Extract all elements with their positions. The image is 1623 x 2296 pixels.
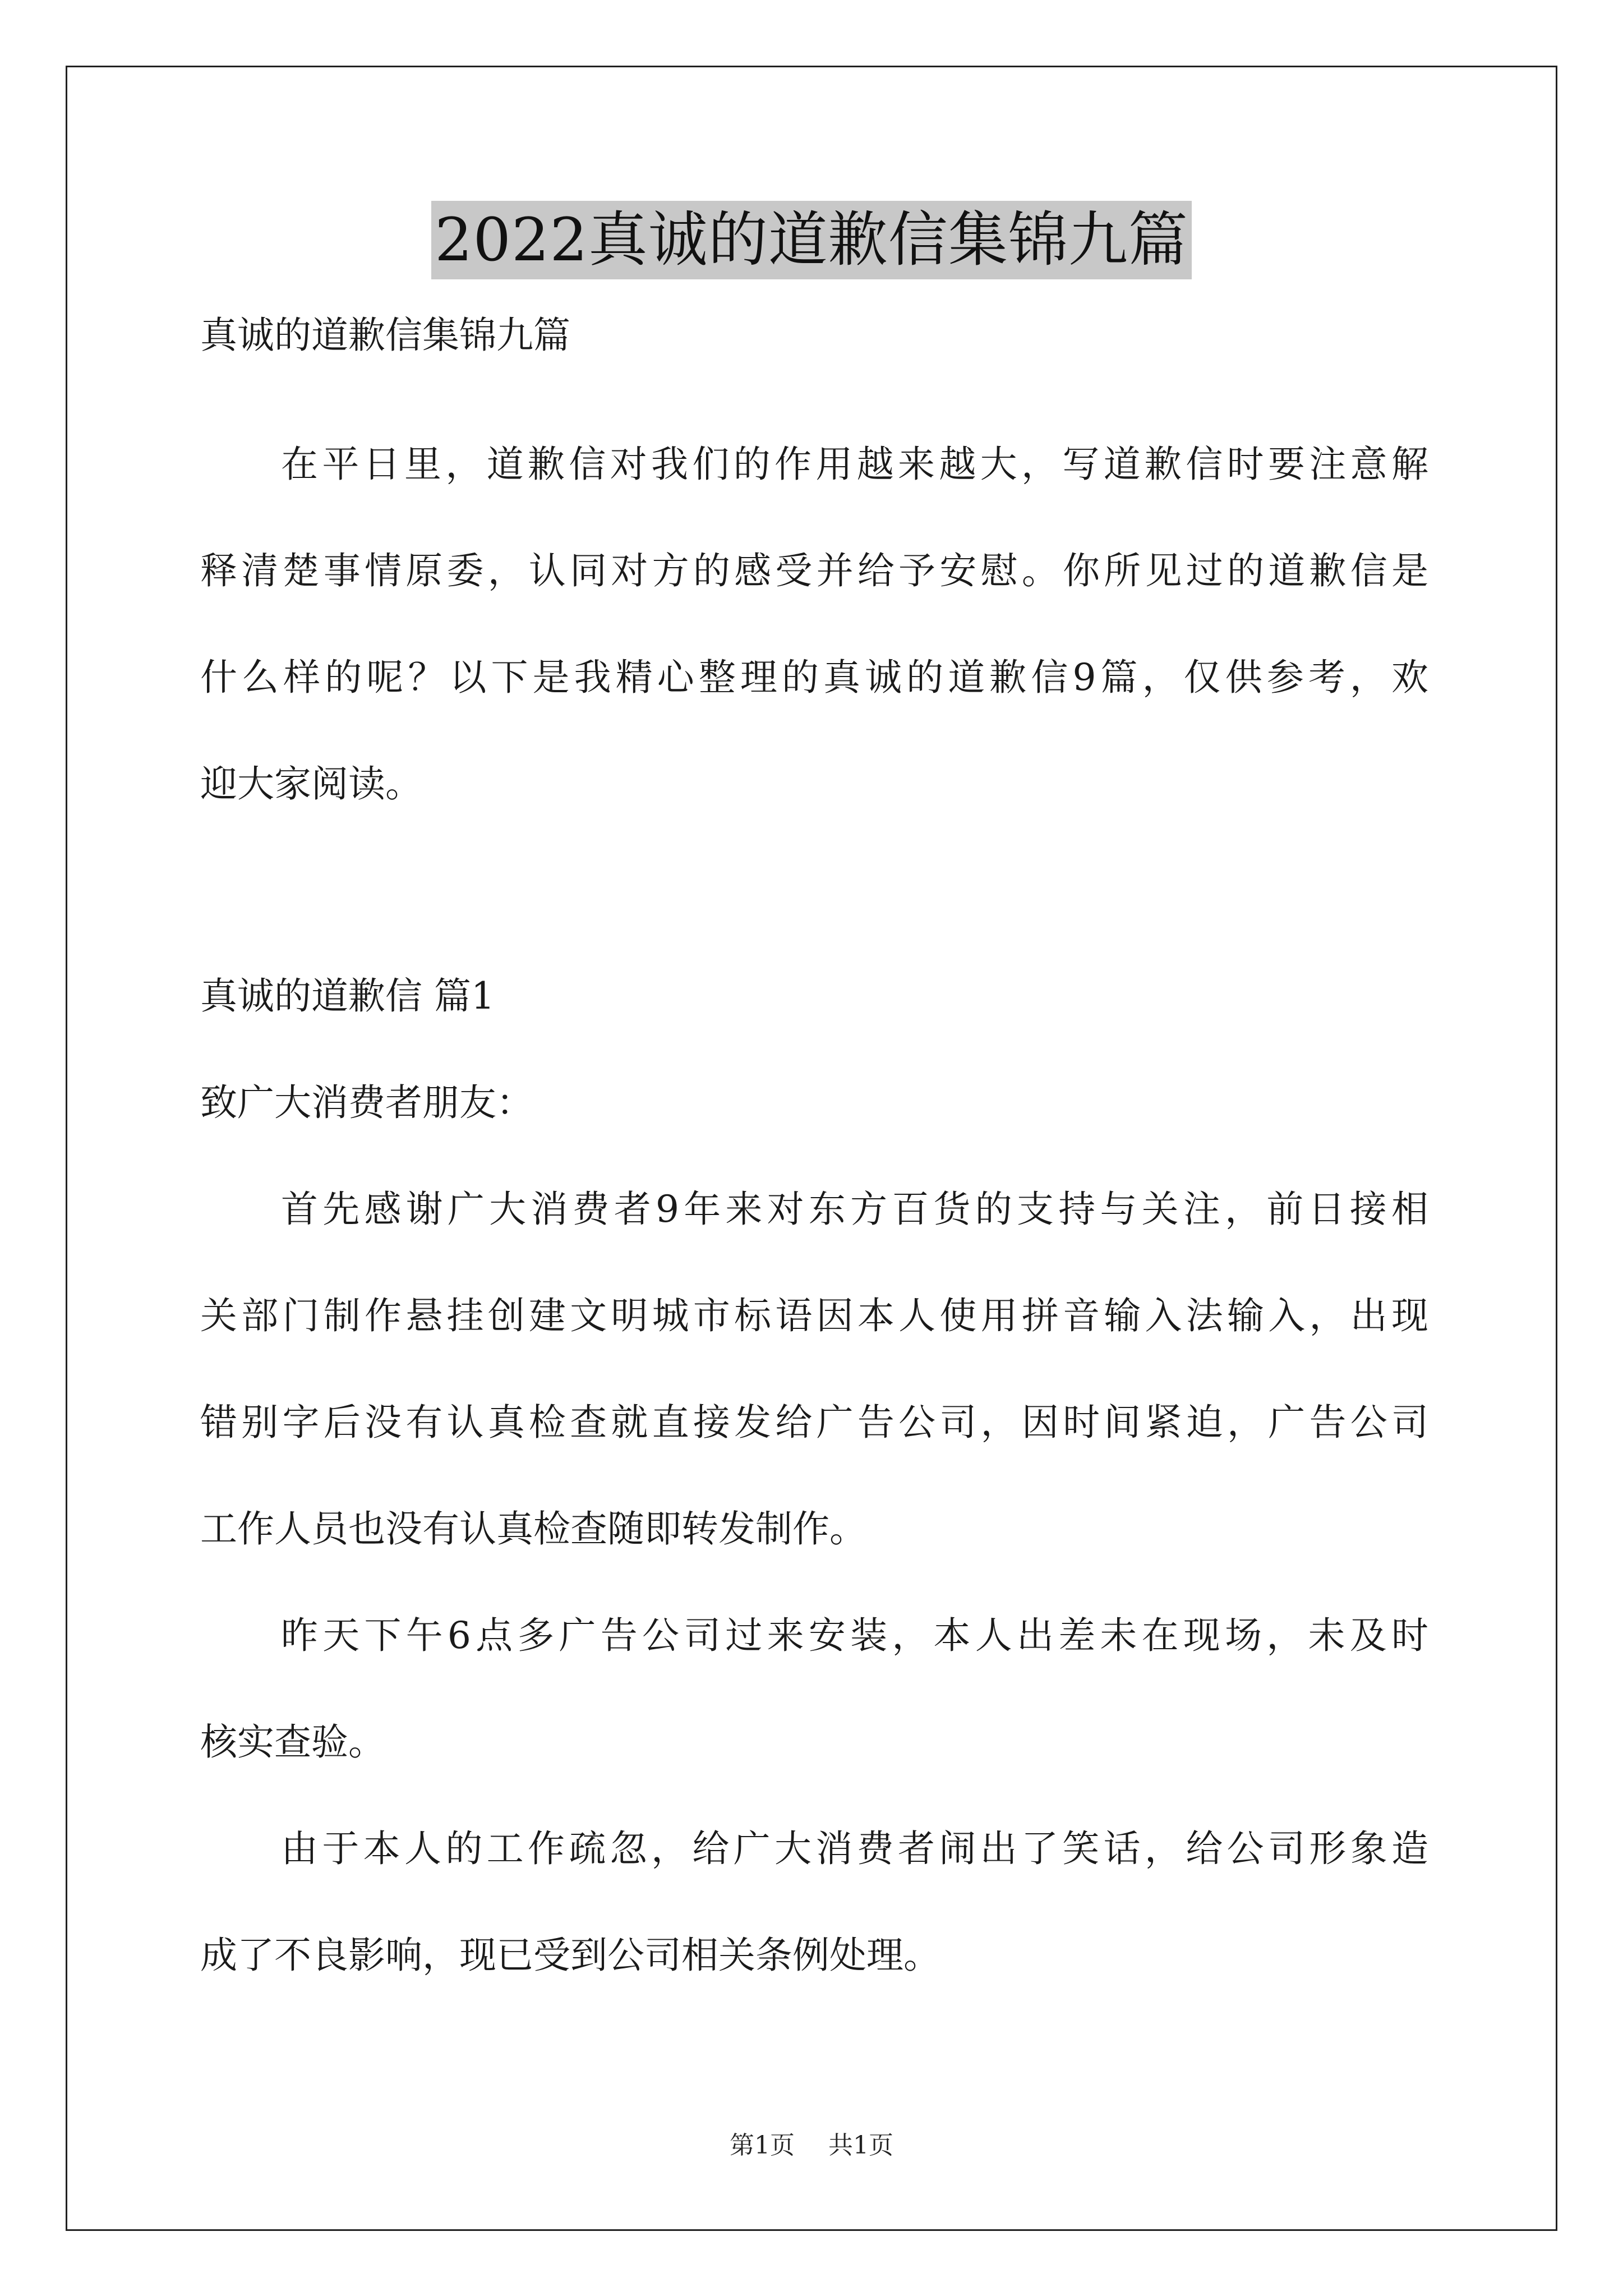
paragraph-3-line-2: 成了不良影响，现已受到公司相关条例处理。 — [200, 1934, 940, 1977]
paragraph-2-line-2: 核实查验。 — [200, 1720, 385, 1764]
paragraph-intro-line-2: 释清楚事情原委，认同对方的感受并给予安慰。你所见过的道歉信是 — [200, 549, 1428, 592]
paragraph-3-line-1: 由于本人的工作疏忽，给广大消费者闹出了笑话，给公司形象造 — [281, 1827, 1428, 1870]
salutation: 致广大消费者朋友： — [200, 1081, 533, 1124]
section-heading-1: 真诚的道歉信 篇1 — [200, 974, 495, 1018]
paragraph-intro-line-1: 在平日里，道歉信对我们的作用越来越大，写道歉信时要注意解 — [281, 443, 1428, 486]
paragraph-intro-line-4: 迎大家阅读。 — [200, 762, 422, 806]
title-container — [0, 201, 1623, 279]
paragraph-2-line-1: 昨天下午6点多广告公司过来安装，本人出差未在现场，未及时 — [281, 1614, 1428, 1657]
document-title: 2022真诚的道歉信集锦九篇 — [431, 201, 1192, 279]
paragraph-1-line-2: 关部门制作悬挂创建文明城市标语因本人使用拼音输入法输入，出现 — [200, 1294, 1428, 1337]
paragraph-1-line-4: 工作人员也没有认真检查随即转发制作。 — [200, 1507, 866, 1550]
page-footer — [0, 2130, 1623, 2161]
paragraph-1-line-1: 首先感谢广大消费者9年来对东方百货的支持与关注，前日接相 — [281, 1188, 1428, 1231]
page-number-current: 第1页 — [730, 2131, 795, 2160]
page-number-total: 共1页 — [828, 2131, 893, 2160]
paragraph-1-line-3: 错别字后没有认真检查就直接发给广告公司，因时间紧迫，广告公司 — [200, 1401, 1428, 1444]
line-subtitle: 真诚的道歉信集锦九篇 — [200, 314, 570, 357]
page-border — [66, 66, 1557, 2231]
paragraph-intro-line-3: 什么样的呢？以下是我精心整理的真诚的道歉信9篇，仅供参考，欢 — [200, 656, 1428, 699]
